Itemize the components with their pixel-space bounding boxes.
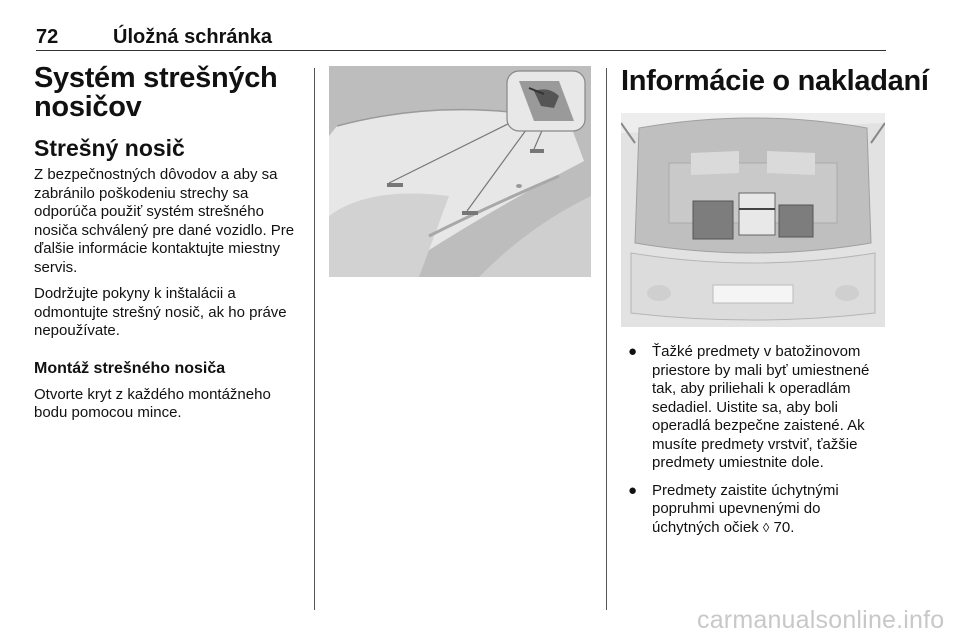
header-title: Úložná schránka: [113, 26, 272, 48]
section-heading: Montáž strešného nosiča: [34, 359, 226, 377]
list-item-text: Ťažké predmety v batožinovom priestore by mali byť umiestnené tak, aby priliehali k operadlám sedadiel. Uistite sa, aby boli operadlá bezpečne zaistené. Ak musíte predmety vrstviť, ťažšie predmety umiestnite dole.: [652, 343, 870, 471]
header-rule: [36, 50, 886, 51]
paragraph: Z bezpečnostných dôvodov a aby sa zabránilo poškodeniu strechy sa odporúča použiť systém strešného nosiča schválený pre dané vozidlo. Pre ďalšie informácie kontaktujte miestny servis.: [34, 166, 295, 276]
luggage-compartment-illustration: [621, 113, 885, 327]
page-number: 72: [36, 26, 59, 48]
paragraph: Dodržujte pokyny k inštalácii a odmontujte strešný nosič, ak ho práve nepoužívate.: [34, 285, 287, 339]
list-item: [624, 482, 892, 538]
cross-reference-page[interactable]: 70.: [773, 518, 795, 536]
subsection-title: Strešný nosič: [34, 135, 185, 161]
column-divider-1: [314, 68, 315, 610]
section-title: Systém strešných nosičov: [34, 62, 278, 123]
column-divider-2: [606, 68, 607, 610]
bullet-icon: ●: [628, 343, 638, 360]
paragraph: Otvorte kryt z každého montážneho bodu pomocou mince.: [34, 385, 271, 421]
loading-info-title: Informácie o nakladaní: [621, 65, 929, 97]
cross-reference-icon[interactable]: ◊: [762, 519, 770, 535]
page-header: [36, 26, 886, 52]
list-item: [624, 343, 892, 473]
roof-rack-illustration: [329, 66, 591, 277]
list-item-text: Predmety zaistite úchytnými popruhmi upevnenými do úchytných očiek: [652, 481, 839, 536]
watermark: carmanualsonline.info: [697, 606, 945, 634]
loading-info-list: [624, 343, 892, 546]
bullet-icon: ●: [628, 481, 638, 499]
left-column: [34, 64, 308, 431]
